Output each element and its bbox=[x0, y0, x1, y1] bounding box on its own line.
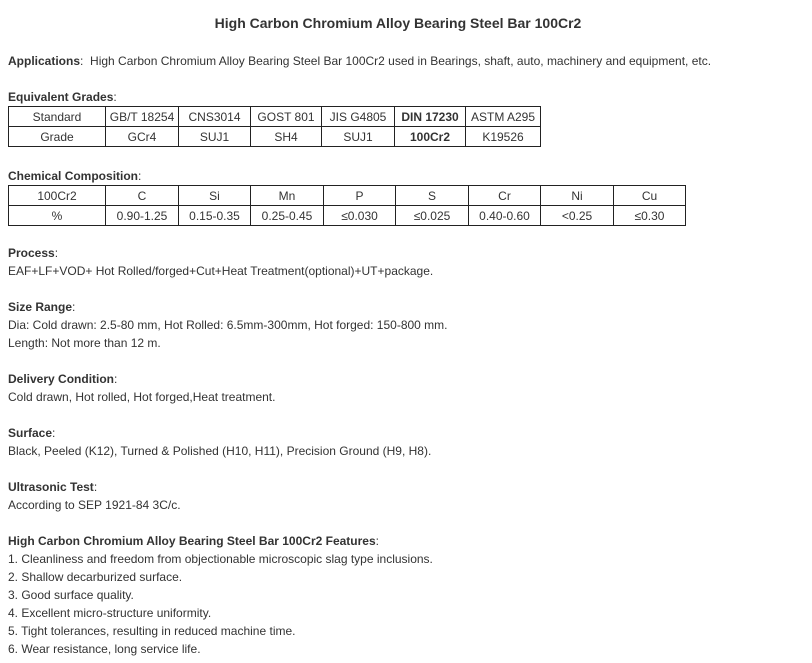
features-label: High Carbon Chromium Alloy Bearing Steel Bar 100Cr2 Features bbox=[8, 534, 376, 548]
table-cell: 100Cr2 bbox=[395, 127, 466, 147]
process-text: EAF+LF+VOD+ Hot Rolled/forged+Cut+Heat Treatment(optional)+UT+package. bbox=[8, 264, 434, 278]
page-title: High Carbon Chromium Alloy Bearing Steel Bar 100Cr2 bbox=[214, 15, 582, 31]
table-cell: GOST 801 bbox=[251, 107, 322, 127]
equivalent-grades-heading: Equivalent Grades: bbox=[8, 90, 117, 104]
table-cell: 0.25-0.45 bbox=[251, 206, 324, 226]
table-cell: 100Cr2 bbox=[9, 186, 106, 206]
chemical-composition-table bbox=[8, 185, 686, 226]
list-item: 2. Shallow decarburized surface. bbox=[8, 570, 183, 584]
table-row bbox=[9, 127, 541, 147]
chemical-composition-label: Chemical Composition bbox=[8, 169, 139, 183]
size-range-heading: Size Range: bbox=[8, 300, 76, 314]
delivery-label: Delivery Condition bbox=[8, 372, 115, 386]
table-cell: <0.25 bbox=[541, 206, 614, 226]
list-item: 5. Tight tolerances, resulting in reduced machine time. bbox=[8, 624, 296, 638]
table-cell: S bbox=[396, 186, 469, 206]
applications-label: Applications bbox=[8, 54, 81, 68]
table-cell: C bbox=[106, 186, 179, 206]
delivery-heading: Delivery Condition: bbox=[8, 372, 118, 386]
surface-text: Black, Peeled (K12), Turned & Polished (H10, H11), Precision Ground (H9, H8). bbox=[8, 444, 432, 458]
equivalent-grades-label: Equivalent Grades bbox=[8, 90, 114, 104]
table-cell: Si bbox=[179, 186, 251, 206]
process-label: Process bbox=[8, 246, 55, 260]
table-row bbox=[9, 206, 686, 226]
equivalent-grades-table bbox=[8, 106, 541, 147]
chemical-composition-heading: Chemical Composition: bbox=[8, 169, 142, 183]
table-cell: Mn bbox=[251, 186, 324, 206]
applications-line: Applications: High Carbon Chromium Alloy Bearing Steel Bar 100Cr2 used in Bearings, shaft, auto, machinery and equipment, etc. bbox=[8, 54, 712, 68]
features-heading: High Carbon Chromium Alloy Bearing Steel Bar 100Cr2 Features: bbox=[8, 534, 379, 548]
table-cell: K19526 bbox=[466, 127, 541, 147]
surface-label: Surface bbox=[8, 426, 53, 440]
list-item: 6. Wear resistance, long service life. bbox=[8, 642, 201, 656]
list-item: 3. Good surface quality. bbox=[8, 588, 134, 602]
table-cell: Cu bbox=[614, 186, 686, 206]
table-cell: ≤0.025 bbox=[396, 206, 469, 226]
size-range-dia: Dia: Cold drawn: 2.5-80 mm, Hot Rolled: 6.5mm-300mm, Hot forged: 150-800 mm. bbox=[8, 318, 448, 332]
table-cell: 0.40-0.60 bbox=[469, 206, 541, 226]
table-cell: ≤0.30 bbox=[614, 206, 686, 226]
table-cell: GCr4 bbox=[106, 127, 179, 147]
ultrasonic-heading: Ultrasonic Test: bbox=[8, 480, 98, 494]
table-cell: P bbox=[324, 186, 396, 206]
table-cell: SUJ1 bbox=[179, 127, 251, 147]
table-cell: Standard bbox=[9, 107, 106, 127]
list-item: 4. Excellent micro-structure uniformity. bbox=[8, 606, 212, 620]
size-range-label: Size Range bbox=[8, 300, 73, 314]
table-cell: SUJ1 bbox=[322, 127, 395, 147]
table-cell: GB/T 18254 bbox=[106, 107, 179, 127]
table-cell: % bbox=[9, 206, 106, 226]
process-heading: Process: bbox=[8, 246, 59, 260]
table-cell: 0.90-1.25 bbox=[106, 206, 179, 226]
table-cell: DIN 17230 bbox=[395, 107, 466, 127]
table-cell: 0.15-0.35 bbox=[179, 206, 251, 226]
table-cell: SH4 bbox=[251, 127, 322, 147]
table-cell: CNS3014 bbox=[179, 107, 251, 127]
applications-text: High Carbon Chromium Alloy Bearing Steel Bar 100Cr2 used in Bearings, shaft, auto, machinery and equipment, etc. bbox=[90, 54, 712, 68]
table-row bbox=[9, 186, 686, 206]
table-cell: ASTM A295 bbox=[466, 107, 541, 127]
surface-heading: Surface: bbox=[8, 426, 56, 440]
ultrasonic-text: According to SEP 1921-84 3C/c. bbox=[8, 498, 181, 512]
size-range-length: Length: Not more than 12 m. bbox=[8, 336, 161, 350]
table-cell: Grade bbox=[9, 127, 106, 147]
ultrasonic-label: Ultrasonic Test bbox=[8, 480, 94, 494]
table-cell: Cr bbox=[469, 186, 541, 206]
table-cell: JIS G4805 bbox=[322, 107, 395, 127]
delivery-text: Cold drawn, Hot rolled, Hot forged,Heat treatment. bbox=[8, 390, 276, 404]
table-cell: ≤0.030 bbox=[324, 206, 396, 226]
table-cell: Ni bbox=[541, 186, 614, 206]
table-row bbox=[9, 107, 541, 127]
list-item: 1. Cleanliness and freedom from objectionable microscopic slag type inclusions. bbox=[8, 552, 433, 566]
